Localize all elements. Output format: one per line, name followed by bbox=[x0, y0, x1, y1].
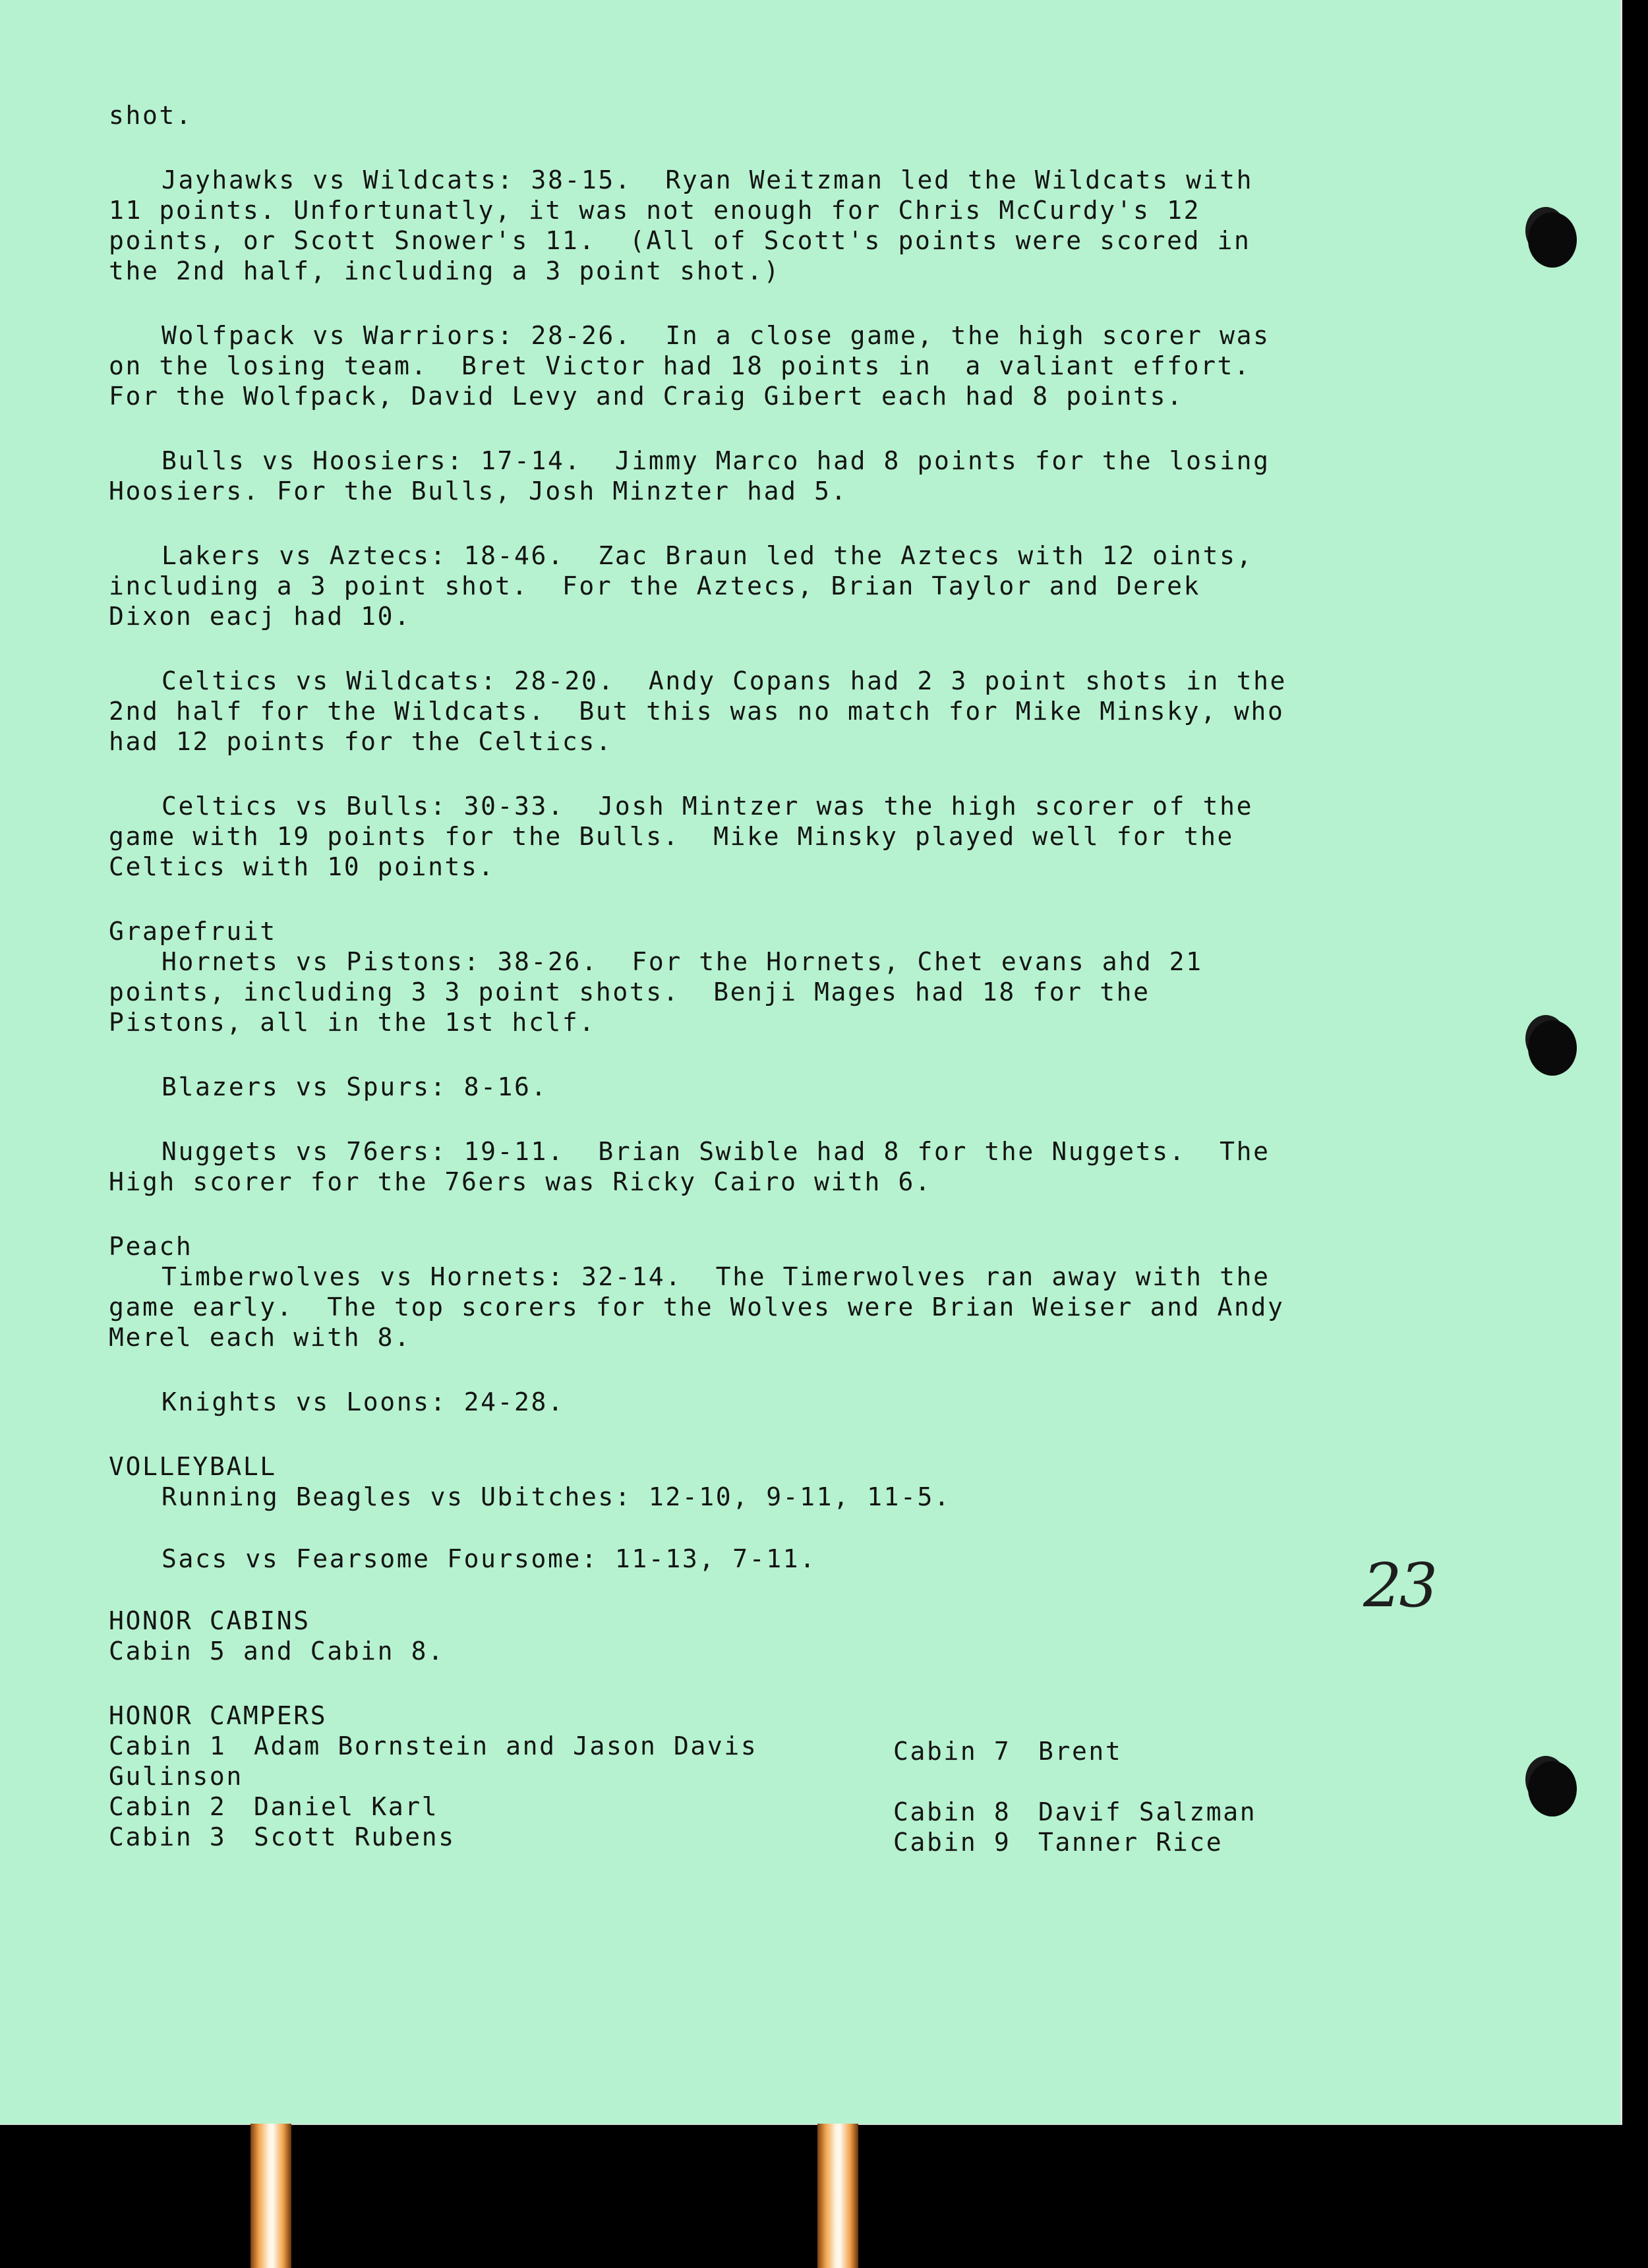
article-body bbox=[109, 100, 1315, 1857]
scanner-light-streak-left bbox=[250, 2124, 291, 2268]
section-heading-peach: Peach bbox=[109, 1232, 193, 1261]
camper-name: Adam Bornstein and Jason Davis bbox=[254, 1731, 758, 1760]
camper-name: Brent bbox=[1038, 1737, 1123, 1766]
section-heading-honor-campers: HONOR CAMPERS bbox=[109, 1701, 328, 1730]
cabin-label: Gulinson bbox=[109, 1762, 243, 1791]
game-report-jayhawks-wildcats: Jayhawks vs Wildcats: 38-15. Ryan Weitzman led the Wildcats with 11 points. Unfortunatly, it was not enough for Chris McCurdy's 12 points, or Scott Snower's 11. (All of Scott's points were scored in the 2nd half, including a 3 point shot.) bbox=[109, 165, 1254, 285]
honor-camper-row bbox=[109, 1731, 893, 1761]
section-heading-grapefruit: Grapefruit bbox=[109, 917, 277, 946]
game-report-celtics-bulls: Celtics vs Bulls: 30-33. Josh Mintzer was the high scorer of the game with 19 points for the Bulls. Mike Minsky played well for the Celtics with 10 points. bbox=[109, 792, 1254, 881]
game-report-bulls-hoosiers: Bulls vs Hoosiers: 17-14. Jimmy Marco had 8 points for the losing Hoosiers. For the Bulls, Josh Minzter had 5. bbox=[109, 446, 1270, 506]
honor-camper-row bbox=[893, 1736, 1256, 1766]
camper-name: Tanner Rice bbox=[1038, 1828, 1223, 1857]
volleyball-result-sacs-fearsome: Sacs vs Fearsome Foursome: 11-13, 7-11. bbox=[162, 1544, 817, 1573]
honor-camper-row bbox=[893, 1827, 1256, 1857]
honor-cabins-text: Cabin 5 and Cabin 8. bbox=[109, 1637, 445, 1666]
scanner-light-streak-right bbox=[817, 2124, 858, 2268]
honor-campers-list bbox=[109, 1731, 1315, 1857]
camper-name: Scott Rubens bbox=[254, 1822, 456, 1851]
honor-campers-left-column bbox=[109, 1731, 893, 1857]
binder-hole-bottom bbox=[1528, 1761, 1577, 1817]
cabin-label: Cabin 9 bbox=[893, 1828, 1011, 1857]
honor-camper-row bbox=[109, 1791, 893, 1822]
handwritten-page-number: 23 bbox=[1363, 1550, 1436, 1621]
honor-camper-row bbox=[893, 1797, 1256, 1827]
paragraph-shot: shot. bbox=[109, 101, 193, 130]
game-report-nuggets-76ers: Nuggets vs 76ers: 19-11. Brian Swible had 8 for the Nuggets. The High scorer for the 76ers was Ricky Cairo with 6. bbox=[109, 1137, 1270, 1196]
cabin-label: Cabin 8 bbox=[893, 1797, 1011, 1826]
cabin-label: Cabin 2 bbox=[109, 1792, 227, 1821]
game-report-timberwolves-hornets: Timberwolves vs Hornets: 32-14. The Timerwolves ran away with the game early. The top scorers for the Wolves were Brian Weiser and Andy Merel each with 8. bbox=[109, 1262, 1285, 1352]
cabin-label: Cabin 3 bbox=[109, 1822, 227, 1851]
game-report-wolfpack-warriors: Wolfpack vs Warriors: 28-26. In a close game, the high scorer was on the losing team. Bret Victor had 18 points in a valiant effort. For the Wolfpack, David Levy and Craig Gibert each had 8 points. bbox=[109, 321, 1270, 411]
game-report-hornets-pistons: Hornets vs Pistons: 38-26. For the Hornets, Chet evans ahd 21 points, including 3 3 point shots. Benji Mages had 18 for the Pistons, all in the 1st hclf. bbox=[109, 947, 1203, 1037]
honor-camper-row bbox=[109, 1822, 893, 1852]
camper-name: Davif Salzman bbox=[1038, 1797, 1257, 1826]
camper-name: Daniel Karl bbox=[254, 1792, 439, 1821]
binder-hole-middle bbox=[1528, 1020, 1577, 1076]
cabin-label: Cabin 7 bbox=[893, 1737, 1011, 1766]
section-heading-volleyball: VOLLEYBALL bbox=[109, 1452, 277, 1481]
binder-hole-top bbox=[1528, 212, 1577, 268]
volleyball-result-beagles-ubitches: Running Beagles vs Ubitches: 12-10, 9-11, 11-5. bbox=[162, 1482, 951, 1511]
section-heading-honor-cabins: HONOR CABINS bbox=[109, 1606, 310, 1635]
honor-camper-row bbox=[109, 1761, 893, 1791]
game-report-knights-loons: Knights vs Loons: 24-28. bbox=[162, 1387, 565, 1416]
honor-campers-right-column bbox=[893, 1731, 1256, 1857]
game-report-celtics-wildcats: Celtics vs Wildcats: 28-20. Andy Copans had 2 3 point shots in the 2nd half for the Wildcats. But this was no match for Mike Minsky, who had 12 points for the Celtics. bbox=[109, 666, 1287, 756]
cabin-label: Cabin 1 bbox=[109, 1731, 227, 1760]
game-report-lakers-aztecs: Lakers vs Aztecs: 18-46. Zac Braun led the Aztecs with 12 oints, including a 3 point shot. For the Aztecs, Brian Taylor and Derek Dixon eacj had 10. bbox=[109, 541, 1254, 631]
game-report-blazers-spurs: Blazers vs Spurs: 8-16. bbox=[162, 1072, 548, 1101]
